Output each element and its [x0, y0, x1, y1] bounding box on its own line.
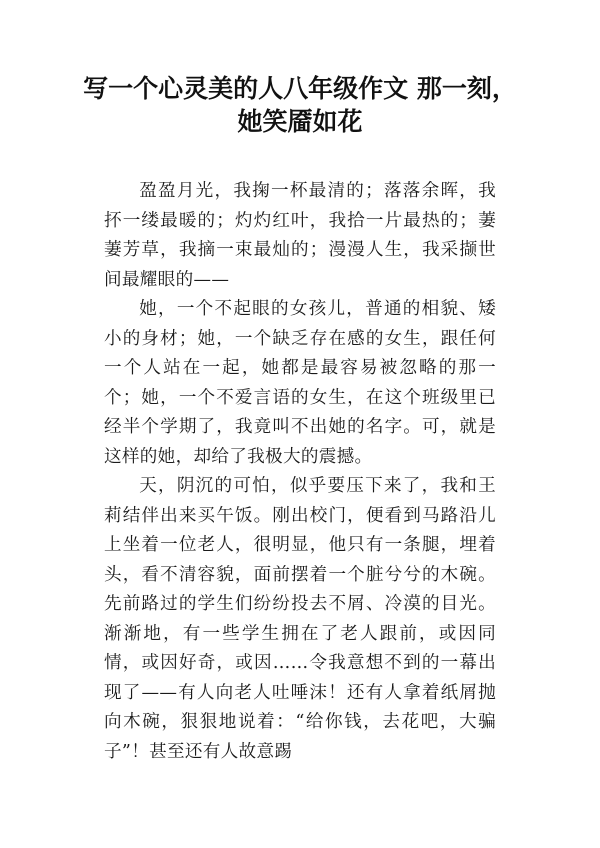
title-line-1: 写一个心灵美的人八年级作文 那一刻，	[83, 74, 517, 103]
paragraph-1: 盈盈月光，我掬一杯最清的；落落余晖，我抔一缕最暖的；灼灼红叶，我拾一片最热的；萋萋芳草，我摘一束最灿的；漫漫人生，我采撷世间最耀眼的——	[104, 181, 496, 290]
document-title	[60, 72, 540, 138]
paragraph-2: 她，一个不起眼的女孩儿，普通的相貌、矮小的身材；她，一个缺乏存在感的女生，跟任何一个人站在一起，她都是最容易被忽略的那一个；她，一个不爱言语的女生，在这个班级里已经半个学期了，我竟叫不出她的名字。可，就是这样的她，却给了我极大的震撼。	[104, 299, 496, 467]
title-line-2: 她笑靥如花	[237, 107, 363, 136]
paragraph-3: 天，阴沉的可怕，似乎要压下来了，我和王莉结伴出来买午饭。刚出校门，便看到马路沿儿上坐着一位老人，很明显，他只有一条腿，埋着头，看不清容貌，面前摆着一个脏兮兮的木碗。先前路过的学生们纷纷投去不屑、冷漠的目光。渐渐地，有一些学生拥在了老人跟前，或因同情，或因好奇，或因……令我意想不到的一幕出现了——有人向老人吐唾沫！还有人拿着纸屑抛向木碗，狠狠地说着：“给你钱，去花吧，大骗子”！甚至还有人故意踢	[104, 476, 496, 762]
document-body	[104, 177, 496, 767]
